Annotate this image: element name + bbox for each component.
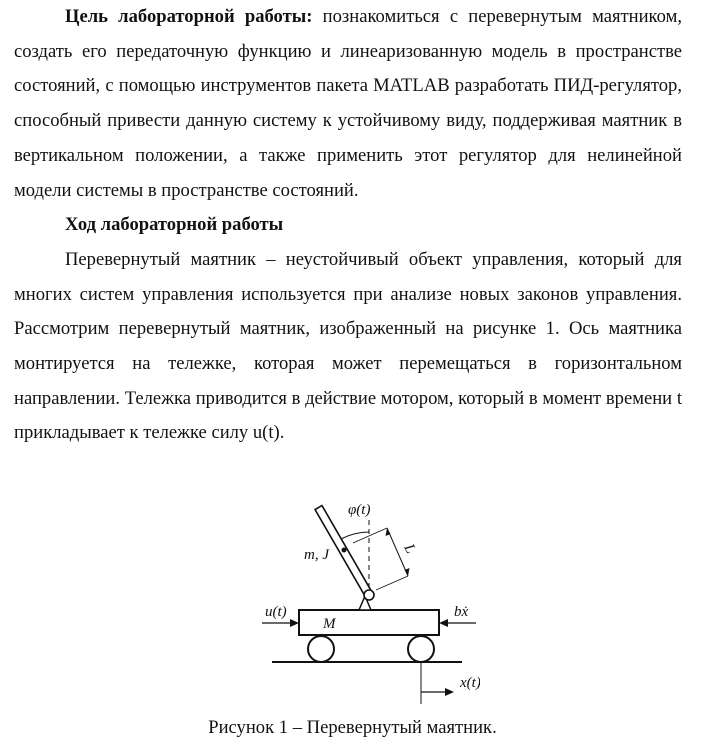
label-mass-inertia: m, J — [304, 547, 329, 563]
label-cart-mass: M — [323, 616, 336, 632]
right-wheel — [408, 636, 434, 662]
pivot — [364, 590, 374, 600]
goal-paragraph — [14, 0, 682, 208]
pendulum-figure — [240, 492, 480, 712]
label-force: u(t) — [265, 604, 287, 620]
goal-label: Цель лабораторной работы: — [65, 6, 313, 27]
document-page — [14, 0, 682, 451]
length-extension-bottom — [376, 576, 408, 590]
mass-center — [342, 548, 347, 553]
left-wheel — [308, 636, 334, 662]
section-heading: Ход лабораторной работы — [65, 214, 284, 236]
figure-caption: Рисунок 1 – Перевернутый маятник. — [208, 717, 497, 738]
label-position: x(t) — [460, 675, 480, 691]
label-length: L — [400, 541, 419, 557]
label-friction: bẋ — [454, 604, 469, 620]
goal-text: познакомиться с перевернутым маятником, создать его передаточную функцию и линеаризованную модель в пространстве состояний, с помощью инструментов пакета MATLAB разработать ПИД-регулятор, способный привести данную систему к устойчивому виду, поддерживая маятник в вертикальном положении, а также применить этот регулятор для нелинейной модели системы в пространстве состояний. — [14, 6, 682, 201]
friction-arrowhead — [439, 619, 448, 627]
position-arrowhead — [445, 688, 454, 696]
force-arrowhead — [290, 619, 299, 627]
label-phi: φ(t) — [348, 502, 371, 518]
length-extension-top — [353, 528, 387, 543]
cart-body — [299, 610, 439, 635]
pendulum-diagram — [240, 492, 480, 712]
intro-paragraph: Перевернутый маятник – неустойчивый объект управления, который для многих систем управления используется при анализе новых законов управления. Рассмотрим перевернутый маятник, изображенный на рисунке 1. Ось маятника монтируется на тележке, которая может перемещаться в горизонтальном направлении. Тележка приводится в действие мотором, который в момент времени t прикладывает к тележке силу u(t). — [14, 248, 682, 444]
